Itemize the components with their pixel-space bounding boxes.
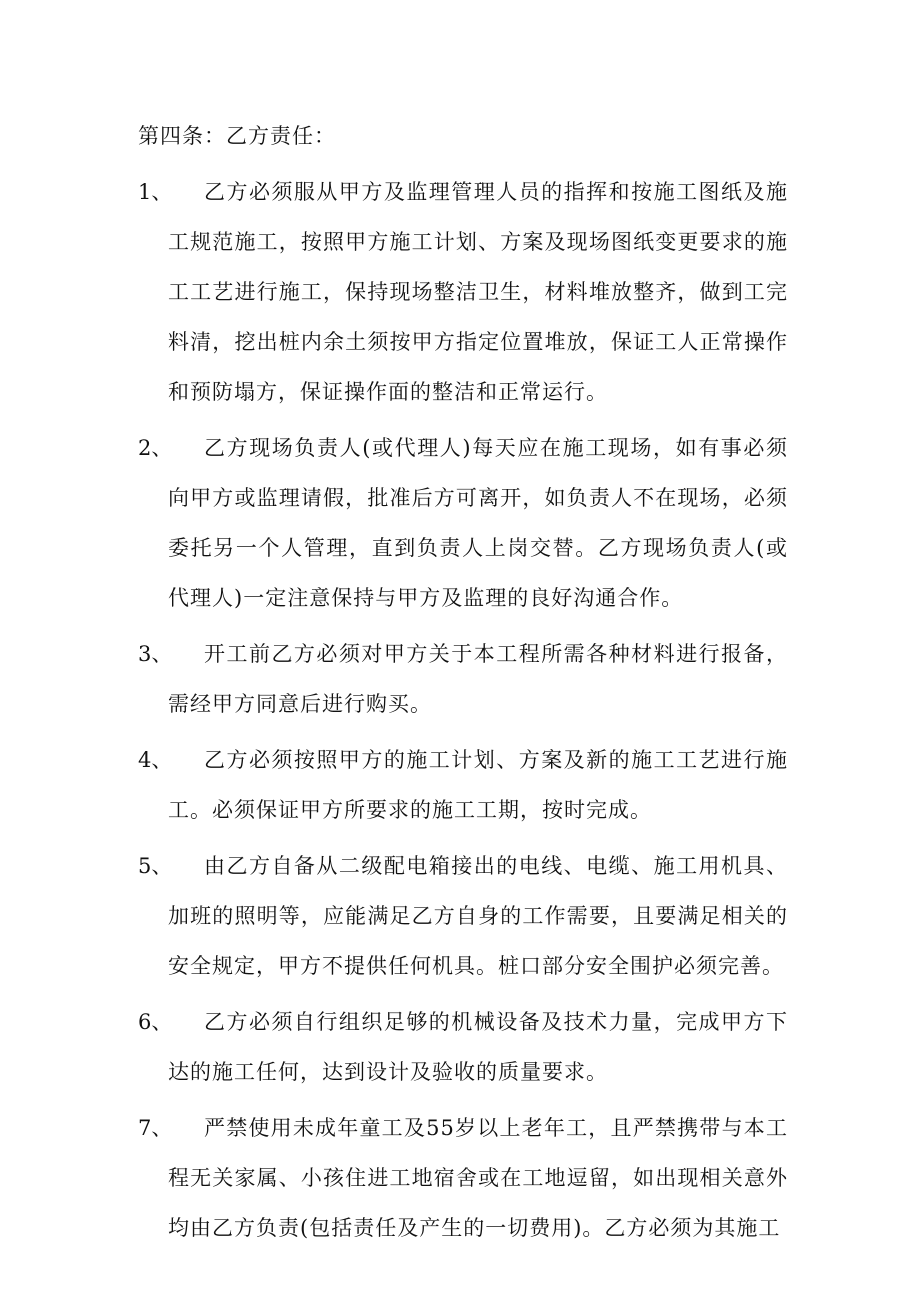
clause-text: 乙方必须按照甲方的施工计划、方案及新的施工工艺进行施工。必须保证甲方所要求的施工工期，按时完成。 [168, 748, 788, 822]
clause-item [138, 629, 788, 729]
clause-number: 4、 [138, 748, 173, 772]
clause-number: 1、 [138, 180, 173, 204]
clause-text: 严禁使用未成年童工及55岁以上老年工，且严禁携带与本工程无关家属、小孩住进工地宿舍或在工地逗留，如出现相关意外均由乙方负责(包括责任及产生的一切费用)。乙方必须为其施工 [168, 1116, 788, 1240]
clause-item [138, 735, 788, 835]
clause-number: 6、 [138, 1010, 173, 1034]
clause-list [138, 167, 788, 1259]
clause-number: 3、 [138, 642, 173, 666]
clause-number: 7、 [138, 1116, 173, 1140]
clause-item [138, 1103, 788, 1253]
clause-item [138, 997, 788, 1097]
section-heading: 第四条：乙方责任： [138, 124, 336, 148]
clause-text: 乙方现场负责人(或代理人)每天应在施工现场，如有事必须向甲方或监理请假，批准后方可离开，如负责人不在现场，必须委托另一个人管理，直到负责人上岗交替。乙方现场负责人(或代理人)一定注意保持与甲方及监理的良好沟通合作。 [168, 436, 788, 610]
clause-number: 2、 [138, 436, 173, 460]
clause-text: 开工前乙方必须对甲方关于本工程所需各种材料进行报备，需经甲方同意后进行购买。 [168, 642, 788, 716]
clause-item [138, 167, 788, 417]
clause-number: 5、 [138, 854, 173, 878]
clause-text: 由乙方自备从二级配电箱接出的电线、电缆、施工用机具、加班的照明等，应能满足乙方自身的工作需要，且要满足相关的安全规定，甲方不提供任何机具。桩口部分安全围护必须完善。 [168, 854, 788, 978]
clause-item [138, 423, 788, 623]
clause-text: 乙方必须自行组织足够的机械设备及技术力量，完成甲方下达的施工任何，达到设计及验收的质量要求。 [168, 1010, 788, 1084]
clause-text: 乙方必须服从甲方及监理管理人员的指挥和按施工图纸及施工规范施工，按照甲方施工计划、方案及现场图纸变更要求的施工工艺进行施工，保持现场整洁卫生，材料堆放整齐，做到工完料清，挖出桩内余土须按甲方指定位置堆放，保证工人正常操作和预防塌方，保证操作面的整洁和正常运行。 [168, 180, 788, 404]
clause-item [138, 841, 788, 991]
